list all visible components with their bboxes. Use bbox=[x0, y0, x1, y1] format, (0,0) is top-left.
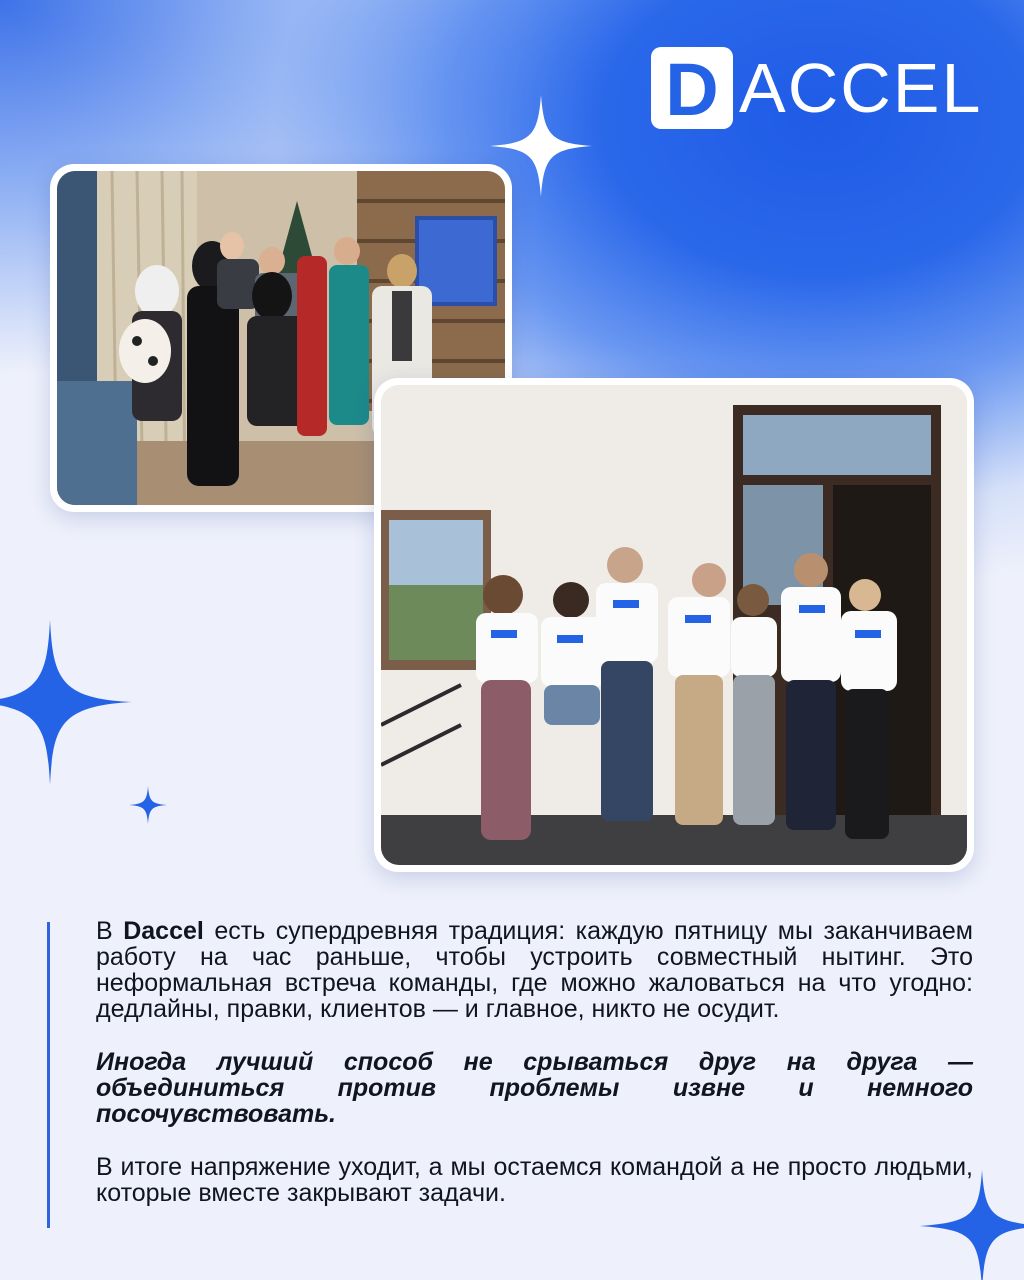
paragraph-conclusion: В итоге напряжение уходит, а мы остаемся командой а не просто людьми, которые вместе закрывают задачи. bbox=[96, 1153, 973, 1207]
logo-wordmark: ACCEL bbox=[739, 49, 983, 127]
team-photo-card bbox=[374, 378, 974, 872]
daccel-logo bbox=[651, 46, 982, 130]
logo-letter: D bbox=[665, 48, 719, 131]
paragraph-emphasis: Иногда лучший способ не срываться друг на друга — объединиться против проблемы извне и немного посочувствовать. bbox=[96, 1048, 973, 1128]
paragraph-tradition: В Daccel есть супердревняя традиция: каждую пятницу мы заканчиваем работу на час раньше, чтобы устроить совместный нытинг. Это неформальная встреча команды, где можно жаловаться на что угодно: дедлайны, правки, клиентов — и главное, никто не осудит. bbox=[96, 917, 973, 1023]
text-accent-rule bbox=[47, 922, 50, 1228]
sparkle-icon bbox=[129, 786, 167, 824]
logo-badge bbox=[651, 47, 733, 129]
sparkle-icon bbox=[0, 620, 132, 785]
team-outside-photo bbox=[381, 385, 967, 865]
story-text bbox=[96, 918, 973, 1233]
company-name: Daccel bbox=[123, 917, 204, 945]
